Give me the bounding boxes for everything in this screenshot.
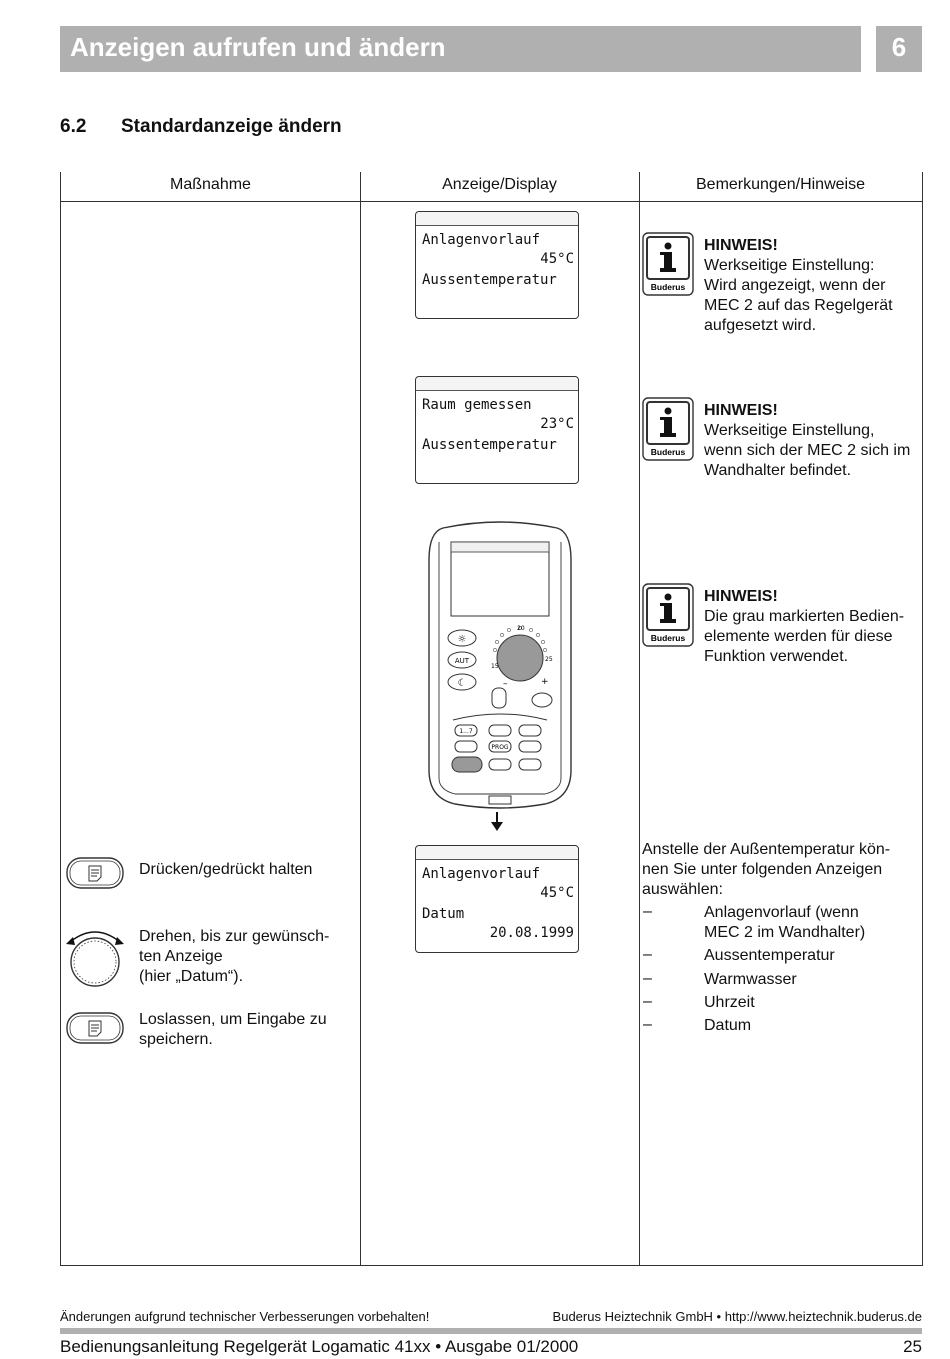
down-arrow-icon [489,812,505,832]
lcd-line: Aussentemperatur [422,437,557,453]
list-item: Datum [704,1017,752,1034]
rotary-knob-icon [64,924,126,990]
section-title: Standardanzeige ändern [121,116,342,137]
chapter-number-box [876,26,922,72]
header-divider [61,201,922,202]
column-header-remarks: Bemerkungen/Hinweise [696,176,865,193]
list-item: Warmwasser [704,971,797,988]
hint-text: HINWEIS! Werkseitige Einstellung, wenn sich der MEC 2 sich im Wandhalter befindet. [704,402,911,479]
chapter-number: 6 [891,32,907,62]
svg-text:+: + [541,677,549,687]
step-text: Loslassen, um Eingabe zu speichern. [139,1011,327,1048]
step-text: Drücken/gedrückt halten [139,861,313,878]
page-number: 25 [903,1337,922,1356]
rotary-knob [497,635,543,681]
lcd-display-3 [415,845,579,953]
svg-text:☾: ☾ [457,678,467,689]
list-bullet: – [643,993,652,1010]
info-icon [642,397,694,461]
info-icon [642,232,694,296]
svg-text:AUT: AUT [454,657,470,665]
list-bullet: – [643,1016,652,1033]
chapter-header [60,26,861,72]
lcd-line: 20.08.1999 [489,925,574,941]
svg-text:Buderus: Buderus [650,282,686,292]
list-bullet: – [643,903,652,920]
section-number: 6.2 [60,116,87,137]
list-item: Uhrzeit [704,994,755,1011]
info-icon [642,583,694,647]
lcd-display-2 [415,376,579,484]
lcd-line: Raum gemessen [422,397,532,413]
svg-text:20: 20 [517,625,525,632]
list-bullet: – [643,970,652,987]
footer-document-title: Bedienungsanleitung Regelgerät Logamatic 41xx • Ausgabe 01/2000 [60,1337,579,1356]
list-item: Aussentemperatur [704,947,835,964]
svg-text:Buderus: Buderus [650,447,686,457]
control-unit-illustration [425,520,575,810]
svg-text:Buderus: Buderus [650,633,686,643]
display-button-icon [66,1012,124,1044]
footer-company: Buderus Heiztechnik GmbH • http://www.heiztechnik.buderus.de [552,1309,922,1324]
lcd-line: Anlagenvorlauf [422,866,541,882]
display-button-icon [66,857,124,889]
column-divider [639,172,640,1265]
step-text: Drehen, bis zur gewünsch- ten Anzeige (hier „Datum“). [139,928,330,985]
hint-text: HINWEIS! Werkseitige Einstellung: Wird angezeigt, wenn der MEC 2 auf das Regelgerät aufgesetzt wird. [704,237,893,334]
column-header-display: Anzeige/Display [442,176,557,193]
lcd-line: 45°C [540,885,574,901]
svg-text:–: – [503,679,508,689]
hint-text: HINWEIS! Die grau markierten Bedien- elemente werden für diese Funktion verwendet. [704,588,905,665]
footer-disclaimer: Änderungen aufgrund technischer Verbesserungen vorbehalten! [60,1309,430,1324]
list-item: Anlagenvorlauf (wenn MEC 2 im Wandhalter) [704,904,866,941]
lcd-line: 23°C [540,416,574,432]
lcd-line: Anlagenvorlauf [422,232,541,248]
svg-text:PROG: PROG [491,744,509,751]
column-header-action: Maßnahme [170,176,251,193]
display-button-highlighted [452,757,482,772]
column-divider [360,172,361,1265]
lcd-line: Datum [422,906,465,922]
lcd-display-1 [415,211,579,319]
footer-rule [60,1328,922,1334]
svg-text:☼: ☼ [457,634,467,645]
lcd-line: 45°C [540,251,574,267]
svg-text:1...7: 1...7 [459,728,473,735]
chapter-title: Anzeigen aufrufen und ändern [70,32,446,62]
svg-text:25: 25 [545,656,553,663]
note-text: Anstelle der Außentemperatur kön- nen Sie unter folgenden Anzeigen auswählen: [642,841,891,898]
svg-text:15: 15 [491,663,499,670]
lcd-line: Aussentemperatur [422,272,557,288]
list-bullet: – [643,946,652,963]
